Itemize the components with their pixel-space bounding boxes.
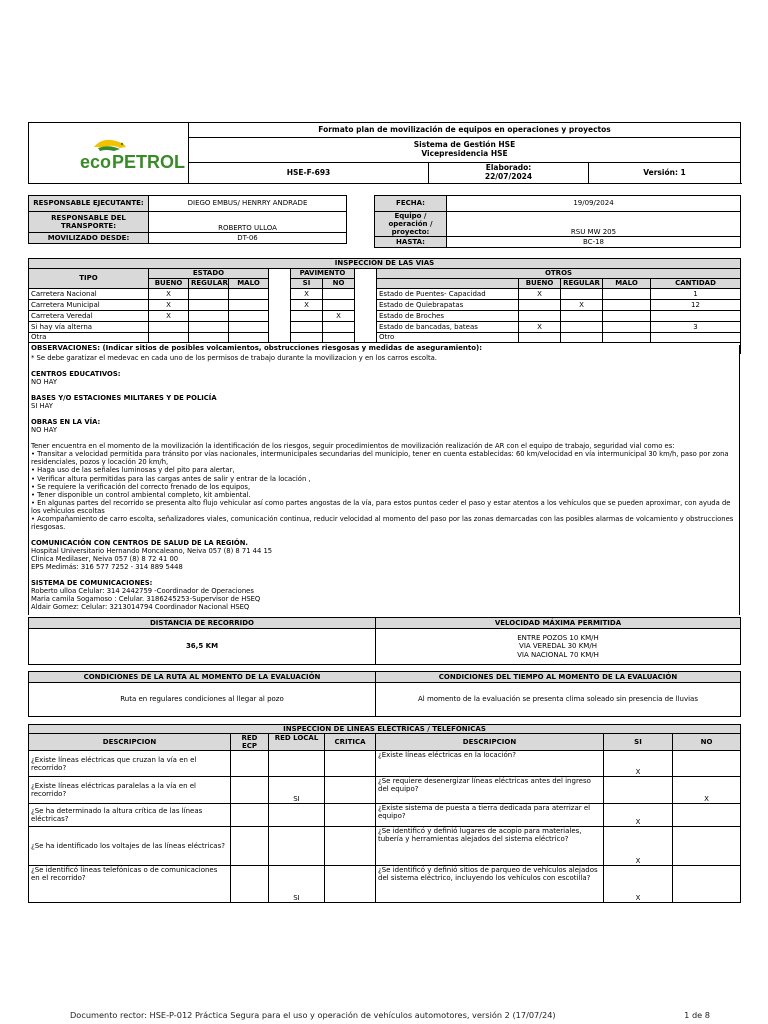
ejecutante-label: RESPONSABLE EJECUTANTE: <box>29 196 149 212</box>
obras-title: OBRAS EN LA VÍA: <box>31 418 101 427</box>
via-malo <box>229 300 269 311</box>
comunicaciones-value: Roberto ulloa Celular: 314 2442759 -Coordinador de Operaciones Maria camila Sogamoso : Celular. 3186245253-Supervisor de HSEQ Aldair Gomez: Celular: 3213014794 Coordinador Nacional HSEQ <box>31 587 261 612</box>
table-row <box>29 333 741 343</box>
red-local-header: RED LOCAL <box>269 734 325 751</box>
via-si: X <box>291 289 323 300</box>
elaborado-cell <box>429 162 589 183</box>
desde-value: DT-06 <box>149 233 347 244</box>
table-row <box>29 804 741 827</box>
red-ecp-cell <box>231 777 269 804</box>
ejecutante-value: DIEGO EMBUS/ HENRRY ANDRADE <box>149 196 347 212</box>
critica-cell <box>325 777 376 804</box>
velocidad-label: VELOCIDAD MÁXIMA PERMITIDA <box>376 618 741 629</box>
via-no <box>323 333 355 343</box>
otros-blank-header <box>377 279 519 289</box>
otro-malo <box>603 300 651 311</box>
educativos-value: NO HAY <box>31 378 57 387</box>
otro-cantidad: 3 <box>651 322 741 333</box>
spacer <box>269 289 291 300</box>
otro-label: Estado de Puentes- Capacidad <box>377 289 519 300</box>
via-tipo: Carretera Nacional <box>29 289 149 300</box>
form-code: HSE-F-693 <box>189 162 429 183</box>
cantidad-header: CANTIDAD <box>651 279 741 289</box>
si-cell: X <box>604 804 673 827</box>
otro-malo <box>603 322 651 333</box>
otro-bueno <box>519 311 561 322</box>
si-header: SI <box>604 734 673 751</box>
descripcion-header: DESCRIPCION <box>29 734 231 751</box>
salud-title: COMUNICACIÓN CON CENTROS DE SALUD DE LA REGIÓN. <box>31 538 248 547</box>
otro-malo <box>603 289 651 300</box>
distancia-value: 36,5 KM <box>29 629 376 665</box>
no-cell <box>673 751 741 777</box>
spacer <box>269 300 291 311</box>
pregunta-der: ¿Existe sistema de puesta a tierra dedicada para aterrizar el equipo? <box>376 804 604 827</box>
critica-header: CRITICA <box>325 734 376 751</box>
info-right-table <box>374 195 741 248</box>
tipo-header: TIPO <box>29 269 149 289</box>
otro-regular <box>561 311 603 322</box>
ruta-label: CONDICIONES DE LA RUTA AL MOMENTO DE LA EVALUACIÓN <box>29 672 376 683</box>
pregunta-izq: ¿Se identificó líneas telefónicas o de comunicaciones en el recorrido? <box>29 866 231 903</box>
ecopetrol-logo <box>54 135 185 172</box>
via-no <box>323 300 355 311</box>
hasta-value: BC-18 <box>447 237 741 248</box>
otro-bueno: X <box>519 322 561 333</box>
otro-bueno <box>519 333 561 343</box>
spacer <box>355 333 377 343</box>
no-header: NO <box>323 279 355 289</box>
condiciones-table <box>28 671 741 717</box>
otro-cantidad: 12 <box>651 300 741 311</box>
via-malo <box>229 311 269 322</box>
salud-value: Hospital Universitario Hernando Moncaleano, Neiva 057 (8) 8 71 44 15 Clinica Medilaser, Neiva 057 (8) 8 72 41 00 EPS Medimás: 316 577 7252 - 314 889 5448 <box>31 546 273 571</box>
via-bueno: X <box>149 289 189 300</box>
via-bueno: X <box>149 300 189 311</box>
system-info <box>189 138 741 162</box>
velocidad-line: VIA VEREDAL 30 KM/H <box>519 642 597 651</box>
otro-bueno: X <box>519 289 561 300</box>
via-no <box>323 322 355 333</box>
table-row <box>29 300 741 311</box>
form-title: Formato plan de movilización de equipos en operaciones y proyectos <box>189 123 741 138</box>
otro-regular: X <box>561 300 603 311</box>
distancia-label: DISTANCIA DE RECORRIDO <box>29 618 376 629</box>
hasta-label: HASTA: <box>375 237 447 248</box>
vp-label: Vicepresidencia HSE <box>421 148 508 158</box>
spacer <box>269 333 291 343</box>
si-cell <box>604 777 673 804</box>
system-label: Sistema de Gestión HSE <box>413 140 516 150</box>
fecha-label: FECHA: <box>375 196 447 212</box>
otro-label: Estado de bancadas, bateas <box>377 322 519 333</box>
elaborado-date: 22/07/2024 <box>484 171 533 181</box>
table-row <box>29 322 741 333</box>
spacer <box>355 311 377 322</box>
via-regular <box>189 322 229 333</box>
si-header: SI <box>291 279 323 289</box>
critica-cell <box>325 751 376 777</box>
red-ecp-cell <box>231 827 269 866</box>
otros-malo-header: MALO <box>603 279 651 289</box>
ruta-value: Ruta en regulares condiciones al llegar al pozo <box>29 683 376 717</box>
educativos-title: CENTROS EDUCATIVOS: <box>31 370 121 379</box>
otro-cantidad <box>651 311 741 322</box>
via-si <box>291 311 323 322</box>
recorrido-table <box>28 617 741 665</box>
critica-cell <box>325 827 376 866</box>
red-local-cell <box>269 827 325 866</box>
otro-label: Otro <box>377 333 519 343</box>
spacer <box>355 289 377 300</box>
velocidad-values <box>376 629 741 665</box>
no-header: NO <box>673 734 741 751</box>
lineas-table <box>28 724 741 903</box>
via-bueno: X <box>149 311 189 322</box>
spacer <box>355 269 377 289</box>
svg-text:eco: eco <box>79 152 111 172</box>
via-si: X <box>291 300 323 311</box>
otro-label: Estado de Quiebrapatas <box>377 300 519 311</box>
comunicaciones-title: SISTEMA DE COMUNICACIONES: <box>31 579 153 588</box>
vias-table <box>28 258 741 354</box>
via-tipo: Otra <box>29 333 149 343</box>
info-left-table <box>28 195 347 244</box>
pregunta-der: ¿Existe líneas eléctricas en la locación? <box>376 751 604 777</box>
transporte-value: ROBERTO ULLOA <box>149 212 347 233</box>
equipo-label: Equipo / operación / proyecto: <box>375 212 447 237</box>
medevac-note: * Se debe garatizar el medevac en cada uno de los permisos de trabajo durante la movilizacion y en los carros escolta. <box>31 354 437 362</box>
si-cell: X <box>604 866 673 903</box>
si-cell: X <box>604 827 673 866</box>
spacer <box>269 269 291 289</box>
spacer <box>355 322 377 333</box>
regular-header: REGULAR <box>189 279 229 289</box>
otros-header: OTROS <box>377 269 741 279</box>
no-cell <box>673 827 741 866</box>
velocidad-line: ENTRE POZOS 10 KM/H <box>517 634 599 643</box>
via-no <box>323 289 355 300</box>
red-ecp-cell <box>231 866 269 903</box>
red-local-cell: SI <box>269 866 325 903</box>
equipo-value: RSU MW 205 <box>447 212 741 237</box>
otro-label: Estado de Broches <box>377 311 519 322</box>
pregunta-der: ¿Se requiere desenergizar líneas eléctricas antes del ingreso del equipo? <box>376 777 604 804</box>
otro-regular <box>561 333 603 343</box>
no-cell: X <box>673 777 741 804</box>
critica-cell <box>325 866 376 903</box>
fecha-value: 19/09/2024 <box>447 196 741 212</box>
table-row <box>29 289 741 300</box>
red-local-cell <box>269 804 325 827</box>
malo-header: MALO <box>229 279 269 289</box>
otro-malo <box>603 333 651 343</box>
table-row <box>29 827 741 866</box>
velocidad-line: VIA NACIONAL 70 KM/H <box>517 650 599 659</box>
bases-value: SI HAY <box>31 402 53 411</box>
no-cell <box>673 804 741 827</box>
table-row <box>29 777 741 804</box>
bueno-header: BUENO <box>149 279 189 289</box>
otros-bueno-header: BUENO <box>519 279 561 289</box>
via-malo <box>229 289 269 300</box>
estado-header: ESTADO <box>149 269 269 279</box>
via-tipo: Si hay vía alterna <box>29 322 149 333</box>
otro-malo <box>603 311 651 322</box>
otro-regular <box>561 289 603 300</box>
footer-doc: Documento rector: HSE-P-012 Práctica Segura para el uso y operación de vehículos automotores, versión 2 (17/07/24) <box>70 1010 556 1020</box>
via-malo <box>229 322 269 333</box>
svg-text:PETROL: PETROL <box>111 152 185 172</box>
red-ecp-cell <box>231 804 269 827</box>
no-cell <box>673 866 741 903</box>
otro-cantidad: 1 <box>651 289 741 300</box>
pregunta-izq: ¿Se ha determinado la altura crítica de las líneas eléctricas? <box>29 804 231 827</box>
version-label: Versión: 1 <box>589 162 741 183</box>
transporte-label: RESPONSABLE DEL TRANSPORTE: <box>29 212 149 233</box>
via-bueno <box>149 322 189 333</box>
document-header <box>28 122 741 184</box>
observaciones-body <box>28 345 740 615</box>
elaborado-label: Elaborado: <box>485 163 532 173</box>
obras-value: NO HAY <box>31 426 57 435</box>
via-regular <box>189 311 229 322</box>
red-ecp-header: RED ECP <box>231 734 269 751</box>
pregunta-izq: ¿Se ha identificado los voltajes de las líneas eléctricas? <box>29 827 231 866</box>
spacer <box>269 322 291 333</box>
logo-cell <box>29 123 189 184</box>
via-tipo: Carretera Municipal <box>29 300 149 311</box>
critica-cell <box>325 804 376 827</box>
via-regular <box>189 333 229 343</box>
via-si <box>291 333 323 343</box>
bases-title: BASES Y/O ESTACIONES MILITARES Y DE POLICÍA <box>31 394 217 403</box>
vias-title: INSPECCIÓN DE LAS VIAS <box>29 259 741 269</box>
table-row <box>29 866 741 903</box>
otros-regular-header: REGULAR <box>561 279 603 289</box>
otro-cantidad <box>651 333 741 343</box>
via-bueno <box>149 333 189 343</box>
via-regular <box>189 289 229 300</box>
lineas-title: INSPECCION DE LÍNEAS ELÉCTRICAS / TELEFÓNICAS <box>29 725 741 734</box>
otro-regular <box>561 322 603 333</box>
observaciones-label: OBSERVACIONES: (Indicar sitios de posibles volcamientos, obstrucciones riesgosas y medidas de aseguramiento): <box>29 343 741 354</box>
tiempo-label: CONDICIONES DEL TIEMPO AL MOMENTO DE LA EVALUACIÓN <box>376 672 741 683</box>
riesgos-note: Tener encuentra en el momento de la movilización la identificación de los riesgos, seguir procedimientos de movilización realización de AR con el equipo de trabajo, seguridad vial como es: • Transitar a velocidad permitida para tránsito por vías nacionales, intermunicipales secundarias del municipio, tener en cuenta establecidas: 60 km/velocidad en vía intermunicipal 30 km/h, paso por zona residenciales, pozos y locación 20 km/h, • Haga uso de las señales luminosas y del pito para alertar, • Verificar altura permitidas para las cargas antes de salir y entrar de la locación , • Se requiere la verificación del correcto frenado de los equipos, • Tener disponible un control ambiental completo, kit ambiental. • En algunas partes del recorrido se presenta alto flujo vehicular así como partes angostas de la vía, para estos puntos ceder el paso y estar atentos a los vehículos que se pueden aproximar, con ayuda de los vehículos escoltas • Acompañamiento de carro escolta, señalizadores viales, comunicación continua, reducir velocidad al momento del paso por las zonas demarcadas con las posibles alarmas de volcamiento y obstrucciones riesgosas. <box>31 442 734 531</box>
via-malo <box>229 333 269 343</box>
pregunta-izq: ¿Existe líneas eléctricas que cruzan la vía en el recorrido? <box>29 751 231 777</box>
spacer <box>355 300 377 311</box>
page-number: 1 de 8 <box>684 1010 710 1020</box>
via-si <box>291 322 323 333</box>
red-ecp-cell <box>231 751 269 777</box>
descripcion-header-right: DESCRIPCION <box>376 734 604 751</box>
otro-bueno <box>519 300 561 311</box>
via-regular <box>189 300 229 311</box>
via-tipo: Carretera Veredal <box>29 311 149 322</box>
table-row <box>29 311 741 322</box>
via-no: X <box>323 311 355 322</box>
pregunta-der: ¿Se identificó y definió lugares de acopio para materiales, tubería y herramientas alejados del sistema eléctrico? <box>376 827 604 866</box>
red-local-cell: SI <box>269 777 325 804</box>
table-row <box>29 751 741 777</box>
pregunta-der: ¿Se identificó y definió sitios de parqueo de vehículos alejados del sistema eléctrico, incluyendo los vehículos con escotilla? <box>376 866 604 903</box>
page-footer <box>70 1010 710 1020</box>
tiempo-value: Al momento de la evaluación se presenta clima soleado sin presencia de lluvias <box>376 683 741 717</box>
desde-label: MOVILIZADO DESDE: <box>29 233 149 244</box>
pavimento-header: PAVIMENTO <box>291 269 355 279</box>
spacer <box>269 311 291 322</box>
si-cell: X <box>604 751 673 777</box>
red-local-cell <box>269 751 325 777</box>
pregunta-izq: ¿Existe líneas eléctricas paralelas a la vía en el recorrido? <box>29 777 231 804</box>
